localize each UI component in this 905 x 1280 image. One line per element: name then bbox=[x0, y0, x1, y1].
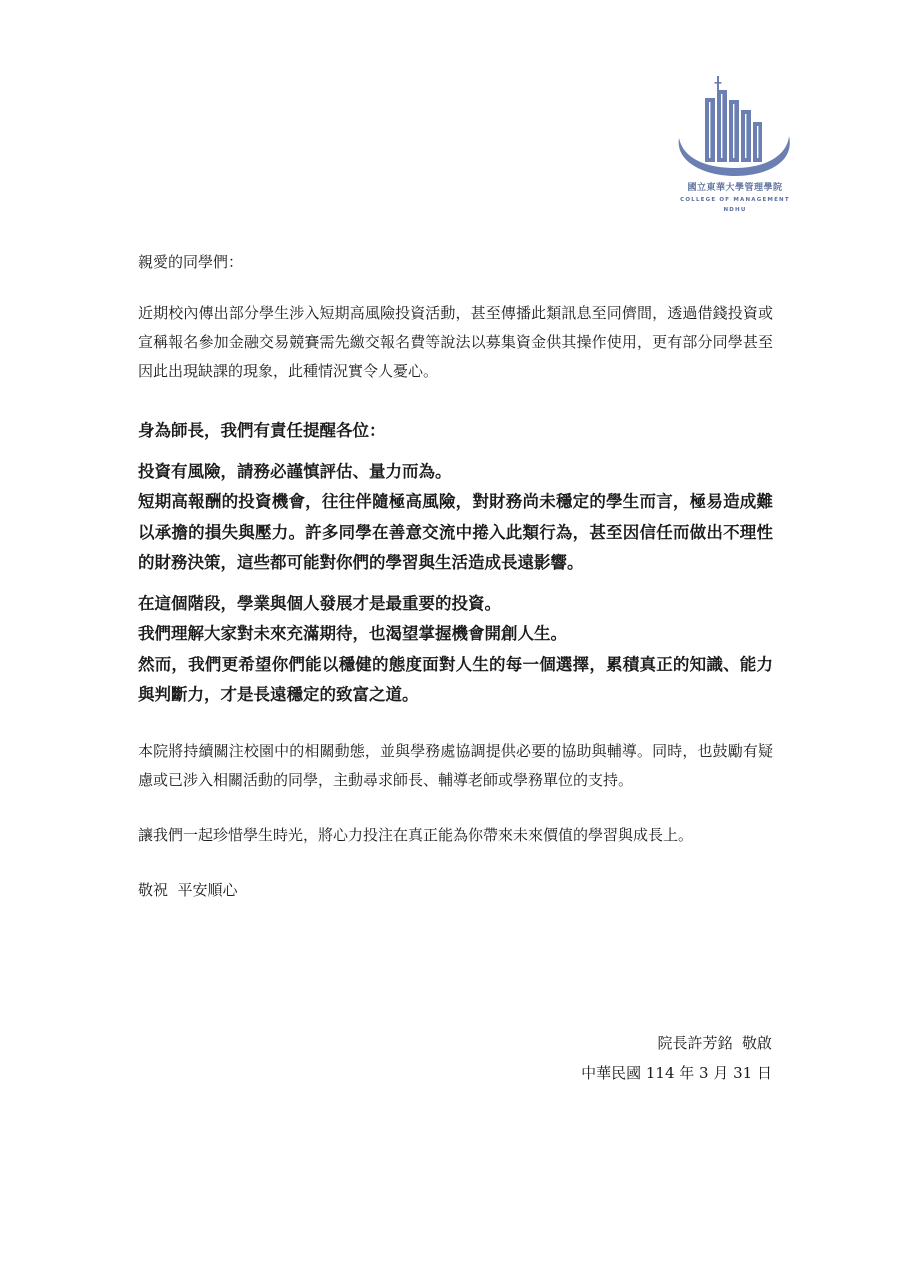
priority-body: 然而，我們更希望你們能以穩健的態度面對人生的每一個選擇，累積真正的知識、能力與判斷力，才是長遠穩定的致富之道。 bbox=[138, 654, 773, 704]
building-logo-icon bbox=[665, 76, 805, 180]
closing-paragraph: 讓我們一起珍惜學生時光，將心力投注在真正能為你帶來未來價值的學習與成長上。 bbox=[138, 825, 694, 844]
reminder-heading: 身為師長，我們有責任提醒各位： bbox=[138, 421, 386, 440]
intro-paragraph: 近期校內傳出部分學生涉入短期高風險投資活動，甚至傳播此類訊息至同儕間，透過借錢投資或宣稱報名參加金融交易競賽需先繳交報名費等說法以募集資金供其操作使用，更有部分同學甚至因此出現缺課的現象，此種情況實令人憂心。 bbox=[138, 304, 773, 380]
college-name: 國立東華大學管理學院 bbox=[687, 183, 783, 193]
closing-wish: 敬祝 平安順心 bbox=[138, 880, 238, 899]
university-abbr: NDHU bbox=[723, 207, 747, 213]
priority-title: 在這個階段，學業與個人發展才是最重要的投資。 bbox=[138, 593, 501, 613]
signer: 院長許芳銘 敬啟 bbox=[657, 1034, 772, 1052]
greeting: 親愛的同學們： bbox=[138, 253, 244, 271]
support-paragraph: 本院將持續關注校園中的相關動態，並與學務處協調提供必要的協助與輔導。同時，也鼓勵有疑慮或已涉入相關活動的同學，主動尋求師長、輔導老師或學務單位的支持。 bbox=[138, 741, 773, 789]
letter-date: 中華民國 114 年 3 月 31 日 bbox=[581, 1064, 772, 1082]
risk-body: 短期高報酬的投資機會，往往伴隨極高風險，對財務尚未穩定的學生而言，極易造成難以承擔的損失與壓力。許多同學在善意交流中捲入此類行為，甚至因信任而做出不理性的財務決策，這些都可能對你們的學習與生活造成長遠影響。 bbox=[138, 492, 773, 572]
risk-title: 投資有風險，請務必謹慎評估、量力而為。 bbox=[138, 461, 452, 481]
college-logo bbox=[665, 76, 805, 236]
priority-line: 我們理解大家對未來充滿期待，也渴望掌握機會開創人生。 bbox=[138, 624, 567, 643]
college-subtitle: COLLEGE OF MANAGEMENT bbox=[680, 197, 790, 203]
signature-block bbox=[581, 1028, 772, 1088]
letter-body bbox=[138, 248, 773, 905]
priority-section bbox=[138, 589, 773, 711]
risk-section bbox=[138, 457, 773, 579]
